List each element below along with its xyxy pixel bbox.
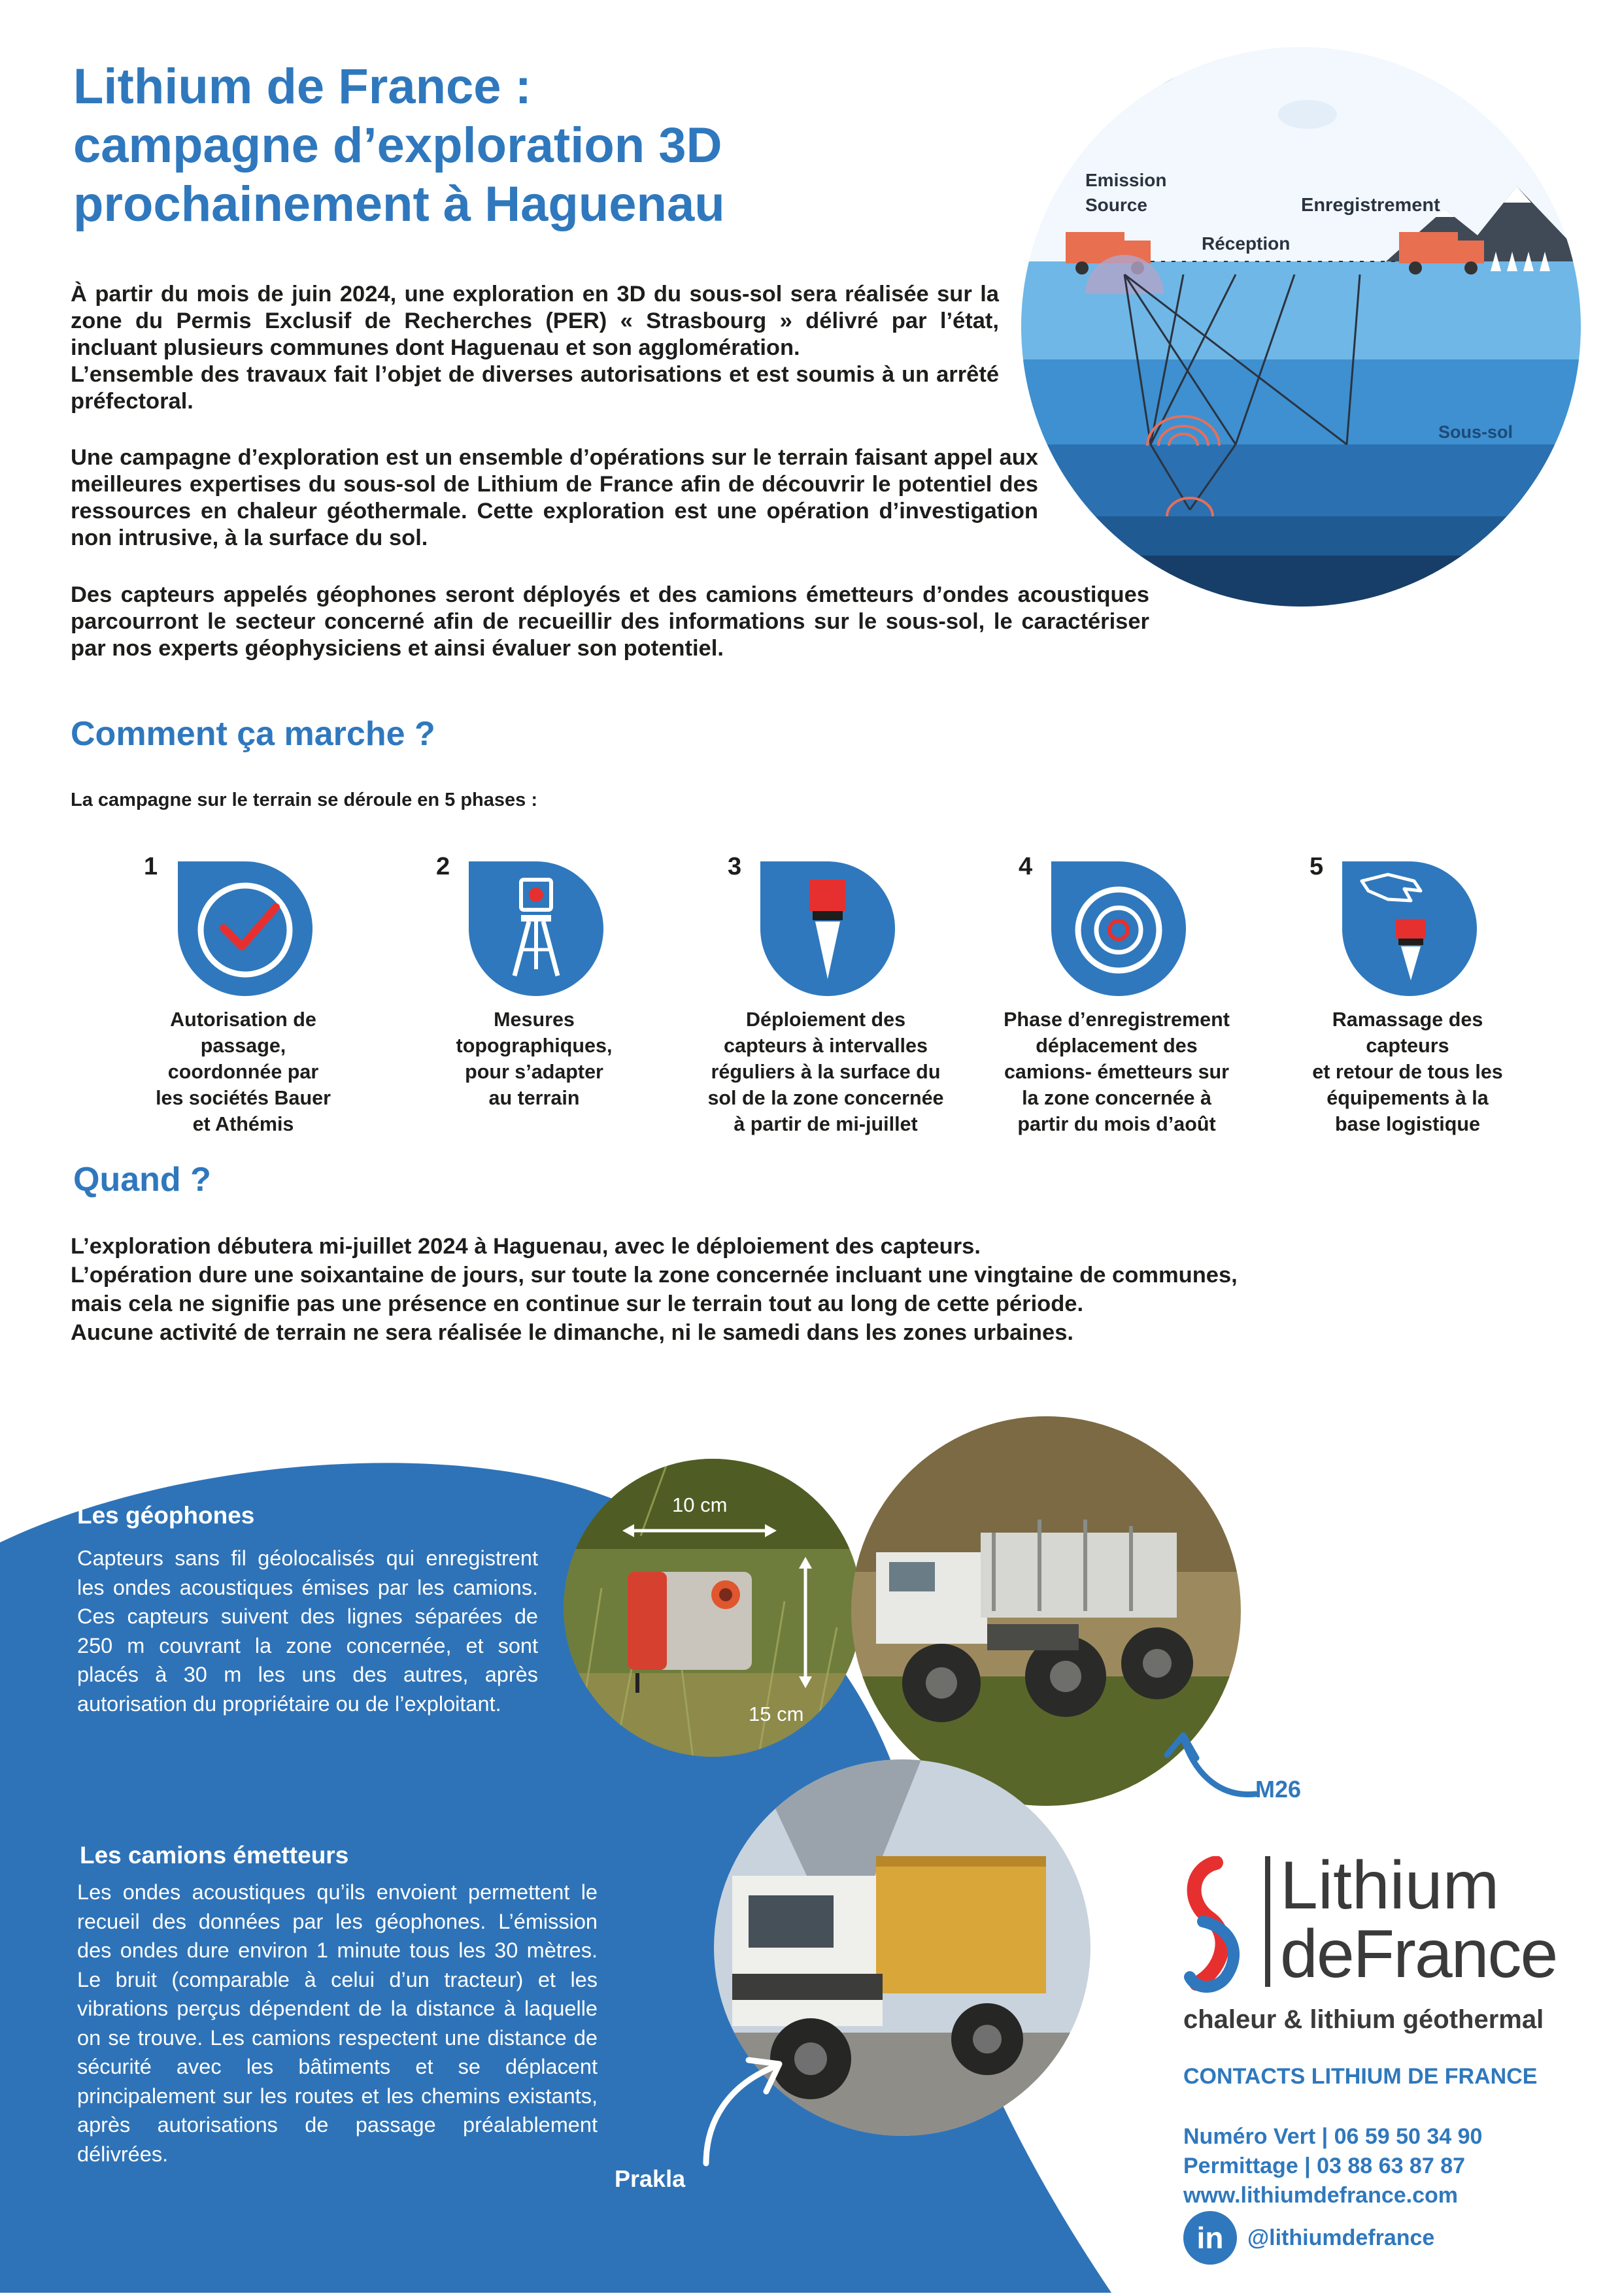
contacts-heading: CONTACTS LITHIUM DE FRANCE	[1183, 2064, 1538, 2089]
prakla-label: Prakla	[615, 2165, 686, 2192]
phase-4-line: la zone concernée à	[1022, 1087, 1211, 1109]
target-icon	[1051, 861, 1186, 996]
phase-5-line: base logistique	[1334, 1113, 1481, 1135]
title-line-3: prochainement à Haguenau	[73, 176, 725, 232]
m26-label: M26	[1255, 1776, 1302, 1803]
brand-name-line-2: deFrance	[1280, 1916, 1557, 1992]
title-line-2: campagne d’exploration 3D	[73, 118, 722, 173]
geophone-photo-graphic	[562, 1457, 863, 1758]
phase-5-line: Ramassage des	[1332, 1008, 1483, 1031]
page-title	[73, 58, 988, 234]
phase-5-line: capteurs	[1366, 1035, 1449, 1057]
phase-3-line: à partir de mi-juillet	[734, 1113, 918, 1135]
phase-3-line: capteurs à intervalles	[724, 1035, 928, 1057]
phase-2-line: au terrain	[488, 1087, 580, 1109]
phase-4-badge	[1051, 861, 1186, 996]
intro-text-1: À partir du mois de juin 2024, une exploration en 3D du sous-sol sera réalisée sur la zone du Permis Exclusif de Recherches (PER) « Strasbourg » délivré par l’état, incluant plusieurs communes dont Haguenau et son agglomération.	[71, 282, 999, 360]
section-heading-how: Comment ça marche ?	[71, 715, 435, 753]
when-line-1: L’exploration débutera mi-juillet 2024 à Haguenau, avec le déploiement des capteurs.	[71, 1234, 981, 1259]
tripod-icon	[469, 861, 603, 996]
brand-name-line-1: Lithium	[1280, 1848, 1500, 1923]
dim-width-label: 10 cm	[672, 1493, 728, 1516]
trucks-title: Les camions émetteurs	[80, 1842, 349, 1869]
intro-paragraph-3	[71, 582, 1149, 662]
checkmark-icon	[178, 861, 313, 996]
phase-5-badge	[1342, 861, 1477, 996]
label-source: Source	[1085, 195, 1147, 215]
intro-paragraph-2	[71, 444, 1038, 552]
phase-3-line: réguliers à la surface du	[711, 1061, 941, 1083]
label-soussol: Sous-sol	[1438, 422, 1513, 442]
when-text	[71, 1232, 1313, 1347]
phase-1-line: et Athémis	[192, 1113, 294, 1135]
phase-2-line: Mesures	[494, 1008, 575, 1031]
intro-text-2: Une campagne d’exploration est un ensemble d’opérations sur le terrain faisant appel aux meilleures expertises du sous-sol de Lithium de France afin de découvrir le potentiel des ressources en chaleur géothermale. Cette exploration est une opération d’investigation non intrusive, à la surface du sol.	[71, 445, 1038, 550]
when-line-3: mais cela ne signifie pas une présence en continue sur le terrain tout au long de cette période.	[71, 1291, 1084, 1316]
geophone-photo	[562, 1457, 863, 1758]
phase-2-number: 2	[436, 853, 450, 880]
m26-arrow-icon	[1157, 1725, 1262, 1804]
section-heading-when: Quand ?	[73, 1161, 211, 1199]
prakla-arrow-icon	[693, 2052, 791, 2170]
seismic-diagram	[1020, 46, 1582, 608]
linkedin-icon[interactable]: in	[1183, 2211, 1237, 2265]
phase-2-line: topographiques,	[456, 1035, 613, 1057]
contact-permittage[interactable]: Permittage | 03 88 63 87 87	[1183, 2154, 1466, 2178]
brand-logo-mark	[1177, 1856, 1249, 1993]
label-reception: Réception	[1202, 233, 1291, 254]
phase-1-line: les sociétés Bauer	[156, 1087, 331, 1109]
title-line-1: Lithium de France :	[73, 59, 532, 114]
phase-4-line: Phase d’enregistrement	[1004, 1008, 1230, 1031]
contact-numero-vert[interactable]: Numéro Vert | 06 59 50 34 90	[1183, 2124, 1483, 2149]
seismic-diagram-graphic	[1020, 46, 1582, 608]
when-line-4: Aucune activité de terrain ne sera réalisée le dimanche, ni le samedi dans les zones urbaines.	[71, 1320, 1073, 1345]
phase-4-number: 4	[1019, 853, 1033, 880]
phase-3-line: Déploiement des	[745, 1008, 906, 1031]
phases-subtitle: La campagne sur le terrain se déroule en 5 phases :	[71, 790, 537, 810]
phase-4-text	[986, 1007, 1247, 1137]
phase-1-line: coordonnée par	[167, 1061, 319, 1083]
sensor-spike-icon	[760, 861, 895, 996]
phase-3-line: sol de la zone concernée	[707, 1087, 944, 1109]
phase-3-number: 3	[728, 853, 742, 880]
phase-1-number: 1	[144, 853, 158, 880]
logo-mark-icon	[1177, 1856, 1249, 1993]
phase-2-text	[403, 1007, 665, 1111]
contact-website-link[interactable]: www.lithiumdefrance.com	[1183, 2183, 1459, 2208]
hand-sensor-icon	[1342, 861, 1477, 996]
geophones-text: Capteurs sans fil géolocalisés qui enregistrent les ondes acoustiques émises par les camions. Ces capteurs suivent des lignes séparées de 250 m couvrant la zone concernée, et sont placés à 30 m les uns des autres, après autorisation du propriétaire ou de l’exploitant.	[77, 1546, 538, 1716]
intro-paragraph-1	[71, 281, 999, 415]
phase-2-badge	[469, 861, 603, 996]
phase-3-text	[695, 1007, 956, 1137]
trucks-text: Les ondes acoustiques qu’ils envoient permettent le recueil des données par les géophones. L’émission des ondes dure environ 1 minute tous les 30 mètres. Le bruit (comparable à celui d’un tracteur) et les vibrations perçus dépendent de la distance à laquelle on se trouve. Les camions respectent une distance de sécurité avec les bâtiments et se déplacent principalement sur les routes et les chemins existants, après autorisations de passage préalablement délivrées.	[77, 1880, 598, 2166]
dim-height-label: 15 cm	[749, 1703, 804, 1725]
label-enregistrement: Enregistrement	[1301, 195, 1440, 216]
phase-1-badge	[178, 861, 313, 996]
geophones-title: Les géophones	[77, 1502, 255, 1529]
phase-1-line: passage,	[200, 1035, 286, 1057]
phase-4-line: déplacement des	[1036, 1035, 1198, 1057]
phase-2-line: pour s’adapter	[465, 1061, 603, 1083]
phase-5-text	[1277, 1007, 1538, 1137]
when-line-2: L’opération dure une soixantaine de jours, sur toute la zone concernée incluant une vingtaine de communes,	[71, 1263, 1238, 1288]
intro-text-3: Des capteurs appelés géophones seront déployés et des camions émetteurs d’ondes acoustiques parcourront le secteur concerné afin de recueillir des informations sur le sous-sol, le caractériser par nos experts géophysiciens et ainsi évaluer son potentiel.	[71, 582, 1149, 661]
phase-5-number: 5	[1309, 853, 1324, 880]
phase-1-text	[112, 1007, 374, 1137]
contact-linkedin-link[interactable]: @lithiumdefrance	[1247, 2225, 1435, 2250]
intro-text-1b: L’ensemble des travaux fait l’objet de diverses autorisations et est soumis à un arrêté préfectoral.	[71, 362, 999, 414]
phase-4-line: partir du mois d’août	[1017, 1113, 1216, 1135]
phase-3-badge	[760, 861, 895, 996]
label-emission: Emission	[1085, 170, 1167, 190]
brand-tagline: chaleur & lithium géothermal	[1183, 2005, 1544, 2034]
phase-1-line: Autorisation de	[170, 1008, 316, 1031]
logo-divider	[1265, 1856, 1270, 1987]
phase-5-line: équipements à la	[1326, 1087, 1489, 1109]
phase-5-line: et retour de tous les	[1312, 1061, 1503, 1083]
phase-4-line: camions- émetteurs sur	[1004, 1061, 1230, 1083]
